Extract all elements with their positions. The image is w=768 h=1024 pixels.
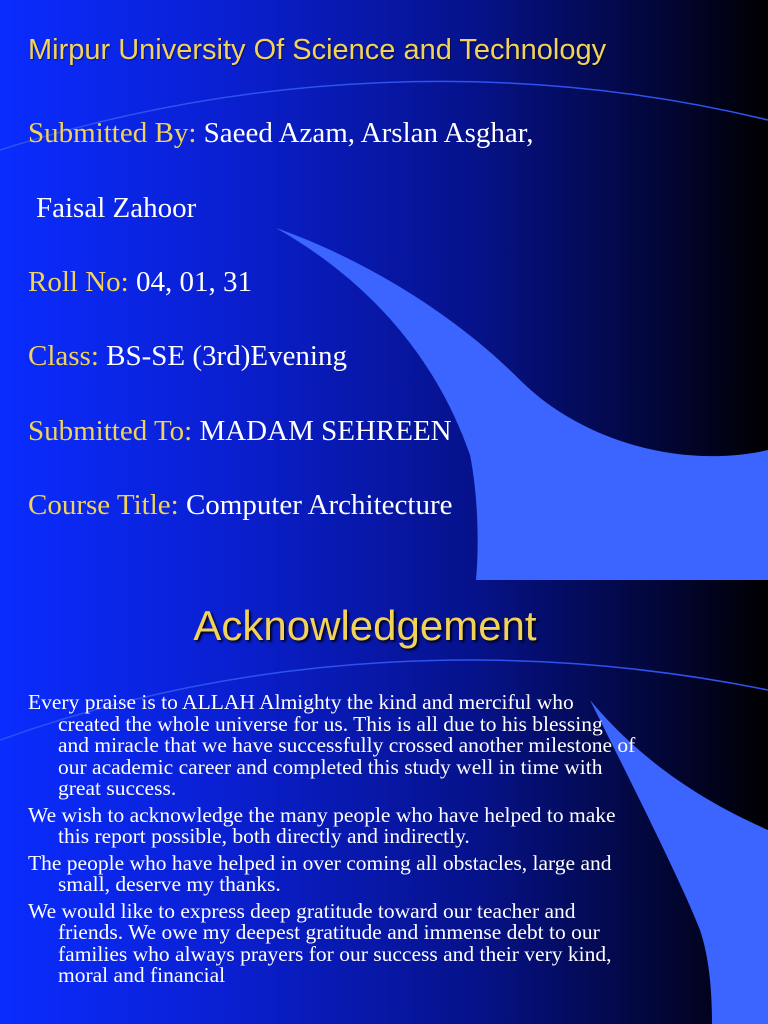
roll-no-line	[28, 266, 252, 299]
submitted-by-line	[28, 117, 534, 150]
course-title-line	[28, 489, 453, 522]
course-title-label: Course Title:	[28, 489, 179, 521]
submitted-by-line-2	[36, 192, 196, 225]
submitted-by-label: Submitted By:	[28, 117, 197, 149]
university-title: Mirpur University Of Science and Technology	[28, 34, 607, 66]
acknowledgement-paragraph: We wish to acknowledge the many people who have helped to make this report possible, both directly and indirectly.	[28, 802, 616, 848]
submitted-by-value-line2: Faisal Zahoor	[36, 192, 197, 224]
acknowledgement-paragraph: We would like to express deep gratitude toward our teacher and friends. We owe my deepest gratitude and immense debt to our families who always prayers for our success and their very kind, moral and financial	[28, 898, 612, 987]
roll-no-value: 04, 01, 31	[135, 266, 252, 298]
class-value: BS-SE (3rd)Evening	[106, 340, 347, 372]
class-line	[28, 340, 347, 373]
roll-no-label: Roll No:	[28, 266, 129, 298]
submitted-to-line	[28, 415, 452, 448]
submitted-to-value: MADAM SEHREEN	[199, 415, 452, 447]
acknowledgement-paragraph: Every praise is to ALLAH Almighty the kind and merciful who created the whole universe for us. This is all due to his blessing and miracle that we have successfully crossed another milestone of our academic career and completed this study well in time with great success.	[28, 690, 636, 800]
course-title-value: Computer Architecture	[185, 489, 453, 521]
acknowledgement-paragraph: The people who have helped in over coming all obstacles, large and small, deserve my thanks.	[28, 850, 612, 896]
submitted-by-value: Saeed Azam, Arslan Asghar,	[203, 117, 534, 149]
acknowledgement-body	[28, 692, 638, 992]
acknowledgement-title: Acknowledgement	[193, 602, 537, 649]
acknowledgement-slide	[0, 580, 768, 1024]
submitted-to-label: Submitted To:	[28, 415, 193, 447]
class-label: Class:	[28, 340, 99, 372]
